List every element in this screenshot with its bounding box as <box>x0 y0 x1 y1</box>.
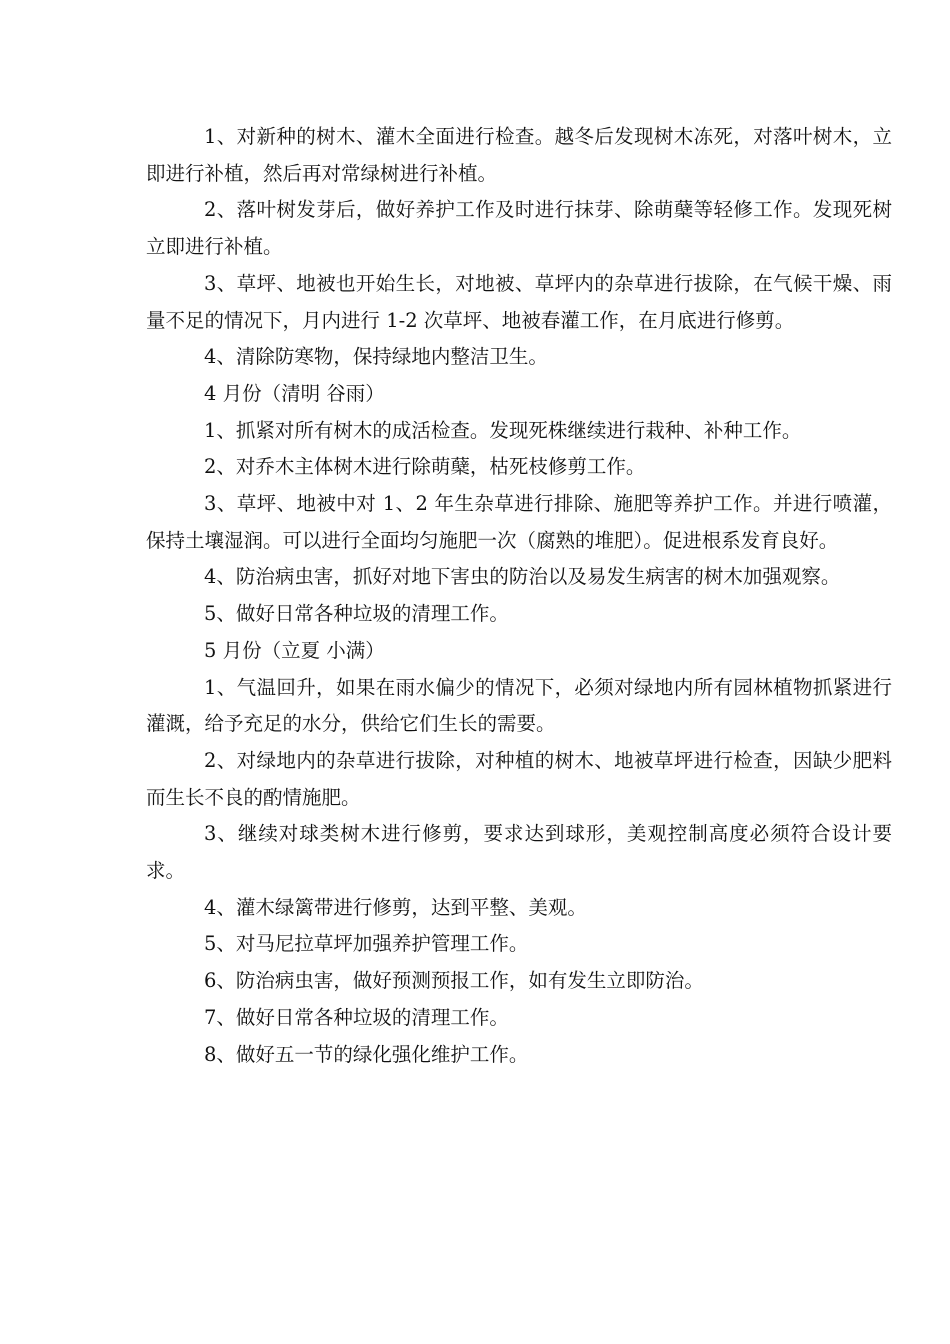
paragraph-spring-item-4: 4、清除防寒物，保持绿地内整洁卫生。 <box>204 345 548 369</box>
paragraph-april-item-2: 2、对乔木主体树木进行除萌蘖，枯死枝修剪工作。 <box>204 455 646 479</box>
section-heading-may: 5 月份（立夏 小满） <box>204 638 385 662</box>
paragraph-may-item-6: 6、防治病虫害，做好预测预报工作，如有发生立即防治。 <box>204 969 704 993</box>
paragraph-may-item-3: 3、继续对球类树木进行修剪，要求达到球形，美观控制高度必须符合设计要求。 <box>146 822 892 883</box>
paragraph-april-item-4: 4、防治病虫害，抓好对地下害虫的防治以及易发生病害的树木加强观察。 <box>204 565 841 589</box>
paragraph-april-item-3: 3、草坪、地被中对 1、2 年生杂草进行排除、施肥等养护工作。并进行喷灌，保持土壤湿润。可以进行全面均匀施肥一次（腐熟的堆肥）。促进根系发育良好。 <box>146 492 892 552</box>
paragraph-may-item-2: 2、对绿地内的杂草进行拔除，对种植的树木、地被草坪进行检查，因缺少肥料而生长不良的酌情施肥。 <box>146 748 892 809</box>
paragraph-may-item-4: 4、灌木绿篱带进行修剪，达到平整、美观。 <box>204 895 587 919</box>
section-heading-april: 4 月份（清明 谷雨） <box>204 381 385 405</box>
paragraph-april-item-5: 5、做好日常各种垃圾的清理工作。 <box>204 602 509 626</box>
paragraph-may-item-1: 1、气温回升，如果在雨水偏少的情况下，必须对绿地内所有园林植物抓紧进行灌溉，给予充足的水分，供给它们生长的需要。 <box>146 675 892 736</box>
document-body <box>146 119 892 1073</box>
paragraph-may-item-7: 7、做好日常各种垃圾的清理工作。 <box>204 1005 509 1029</box>
paragraph-spring-item-2: 2、落叶树发芽后，做好养护工作及时进行抹芽、除萌蘖等轻修工作。发现死树立即进行补植。 <box>146 198 892 259</box>
paragraph-spring-item-1: 1、对新种的树木、灌木全面进行检查。越冬后发现树木冻死，对落叶树木，立即进行补植，然后再对常绿树进行补植。 <box>146 125 892 185</box>
paragraph-may-item-5: 5、对马尼拉草坪加强养护管理工作。 <box>204 932 529 956</box>
paragraph-spring-item-3: 3、草坪、地被也开始生长，对地被、草坪内的杂草进行拔除，在气候干燥、雨量不足的情况下，月内进行 1-2 次草坪、地被春灌工作，在月底进行修剪。 <box>146 271 892 332</box>
paragraph-may-item-8: 8、做好五一节的绿化强化维护工作。 <box>204 1042 529 1066</box>
paragraph-april-item-1: 1、抓紧对所有树木的成活检查。发现死株继续进行栽种、补种工作。 <box>204 418 802 442</box>
